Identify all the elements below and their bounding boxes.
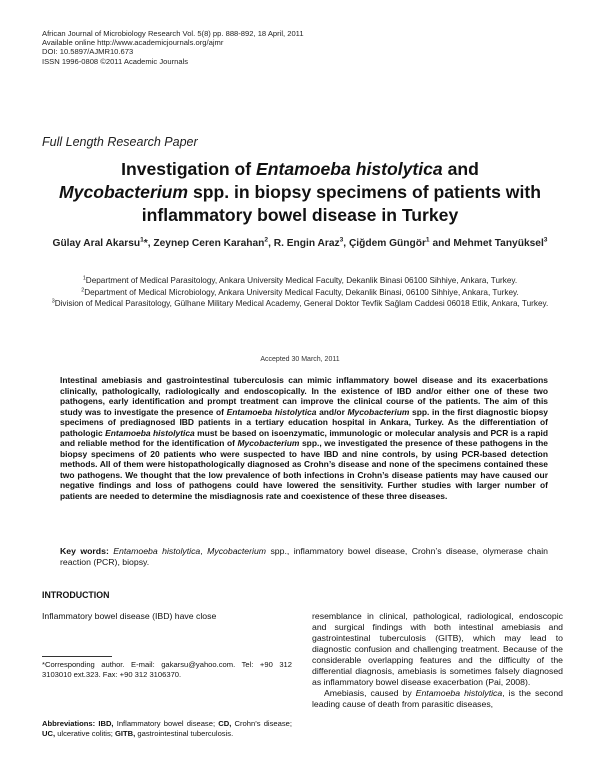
body-column-right [312,611,563,710]
keywords-text: , [200,546,208,556]
affiliation-number: 1 [82,275,86,282]
author-corresponding-mark: *, [143,238,154,249]
footnote-divider [42,656,112,657]
body-taxon: Entamoeba histolytica [415,688,503,698]
abbrev-value: Crohn’s disease; [231,719,292,728]
section-heading: INTRODUCTION [42,590,110,600]
abbreviations [42,719,292,739]
affiliation-text: Division of Medical Parasitology, Gülhane Military Medical Academy, General Doktor Tevfik Sağlam Caddesi 06018 Etlik, Ankara, Turkey. [54,299,549,308]
body-column-left: Inflammatory bowel disease (IBD) have close [42,611,217,621]
author-name: Gülay Aral Akarsu [52,238,141,249]
abstract-taxon: Mycobacterium [347,406,410,417]
affiliation [40,276,560,287]
journal-url: Available online http://www.academicjournals.org/ajmr [42,38,224,48]
abstract-text: Intestinal amebiasis and gastrointestinal tuberculosis can mimic inflammatory bowel disease and its exacerbations clinically, pathologically, radiologically and endoscopically. In the existence of IBD and/or either one of these two pathogens, early identification and prompt treatment can improve the clinical course of the patients. The aim of this study was to investigate the presence of [60,375,548,417]
title-taxon: Mycobacterium [59,182,189,202]
affiliation-number: 3 [51,298,55,305]
keyword-taxon: Mycobacterium [207,546,267,556]
keywords [60,546,548,568]
paper-title [30,158,570,227]
body-text: , is the second leading cause of death from parasitic diseases, [312,688,563,709]
abstract-taxon: Mycobacterium [237,438,300,449]
author-affil-sup: 2 [264,236,269,244]
body-text: Amebiasis, caused by [324,688,416,698]
title-part: Investigation of [121,159,256,179]
abstract-text: and/or [316,406,348,417]
abbrev-key: CD, [218,719,232,728]
abstract-text: spp. in the first diagnostic biopsy specimens of prediagnosed IBD patients in a tertiary education hospital in Ankara, Turkey. As the differentiation of pathologic [60,406,548,438]
affiliation [40,299,560,310]
author-list [45,236,555,251]
abstract-taxon: Entamoeba histolytica [105,427,195,438]
abstract-text: must be based on isoenzymatic, immunologic or molecular analysis and PCR is a rapid and reliable method for the identification of [60,427,548,449]
abstract [60,375,548,502]
author-name: , R. Engin Araz [268,238,340,249]
author-name: , Çiğdem Güngör [343,238,426,249]
author-affil-sup: 1 [425,236,430,244]
affiliation [40,288,560,299]
abbrev-label: Abbreviations: [42,719,99,728]
abbrev-key: IBD, [98,719,114,728]
author-affil-sup: 3 [339,236,344,244]
abbrev-value: Inflammatory bowel disease; [113,719,219,728]
author-affil-sup: 1 [140,236,144,244]
title-part: and [442,159,479,179]
body-paragraph: resemblance in clinical, pathological, radiological, endoscopic and surgical findings with both intestinal amebiasis and gastrointestinal tuberculosis (GITB), which may lead to diagnostic confusion and challenging treatment. Because of the considerable overlapping features and the difficulty of the differential diagnosis, amebiasis is sometimes falsely diagnosed as inflammatory bowel disease exacerbation (Pai, 2008). [312,611,563,687]
abstract-text: spp., we investigated the presence of these pathogens in the biopsy specimens of 20 patients who were suspected to have IBD and nine controls, by using PCR-based detection methods. All of them were histopathologically diagnosed as Crohn’s disease and none of the specimens contained these two pathogens. We thought that the low prevalence of both infections in Crohn’s disease patients may have caused our negative findings and loss of pathogens could have lowered the sensitivity. Further studies with larger number of patients are needed to determine the misdiagnosis rate and coexistence of these three diseases. [60,438,548,502]
corresponding-footnote: *Corresponding author. E-mail: gakarsu@yahoo.com. Tel: +90 312 3103010 ext.323. Fax: +90 312 3106370. [42,660,292,679]
title-part: spp. in biopsy specimens of patients with inflammatory bowel disease in Turkey [141,182,541,225]
abbrev-key: UC, [42,729,56,739]
keywords-text: spp., inflammatory bowel disease, Crohn’s disease, olymerase chain reaction (PCR), biopsy. [60,546,549,567]
abbrev-value: gastrointestinal tuberculosis. [135,729,234,739]
affiliation-text: Department of Medical Parasitology, Ankara University Medical Faculty, Dekanlik Binasi 06100 Sihhiye, Ankara, Turkey. [85,276,518,285]
abbrev-key: GITB, [115,729,136,739]
keywords-label: Key words: [60,546,114,556]
journal-doi: DOI: 10.5897/AJMR10.673 [42,47,134,57]
affiliation-text: Department of Medical Microbiology, Ankara University Medical Faculty, Dekanlik Binasi, 06100 Sihhiye, Ankara, Turkey. [84,287,519,297]
journal-citation: African Journal of Microbiology Research Vol. 5(8) pp. 888-892, 18 April, 2011 [42,29,304,38]
accepted-date: Accepted 30 March, 2011 [260,356,340,363]
abbrev-value: ulcerative colitis; [55,729,116,739]
paper-type: Full Length Research Paper [42,135,198,149]
author-affil-sup: 3 [543,236,548,244]
affiliation-number: 2 [81,286,85,293]
body-paragraph [312,688,563,710]
keyword-taxon: Entamoeba histolytica [113,546,201,556]
journal-header [42,29,304,66]
affiliations [40,276,560,311]
author-name: Zeynep Ceren Karahan [153,238,265,249]
journal-issn: ISSN 1996-0808 ©2011 Academic Journals [42,56,189,66]
abstract-taxon: Entamoeba histolytica [226,406,317,417]
title-taxon: Entamoeba histolytica [255,159,443,179]
author-name: and Mehmet Tanyüksel [429,238,544,249]
